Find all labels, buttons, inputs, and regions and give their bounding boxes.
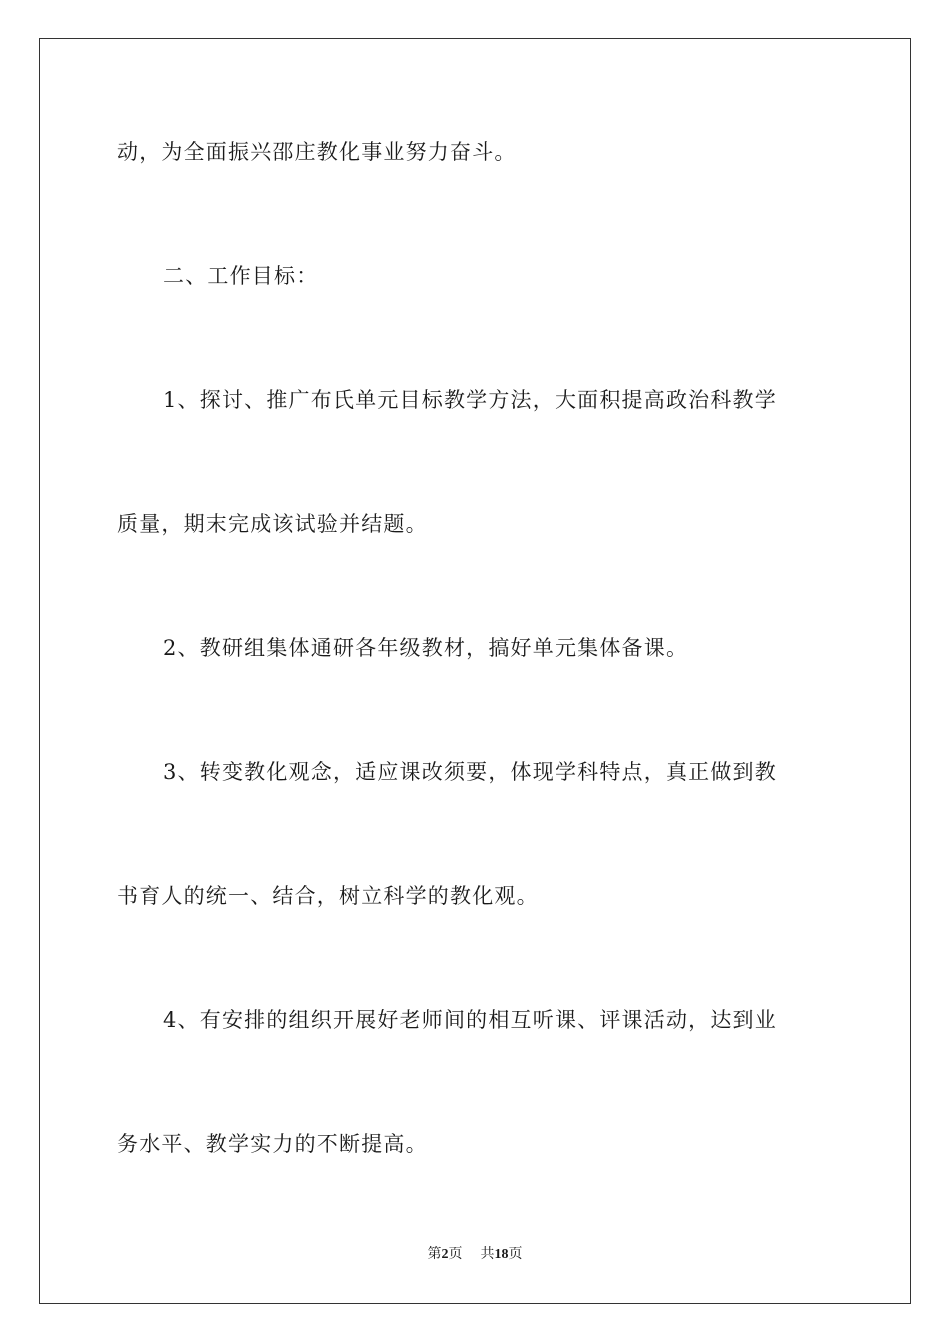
footer-page-suffix: 页: [448, 1247, 463, 1262]
footer-total-prefix: 共: [480, 1247, 495, 1262]
goal-3-line-1: 3、转变教化观念，适应课改须要，体现学科特点，真正做到教: [163, 760, 777, 784]
page-border: [39, 38, 911, 1304]
goal-1-line-1: 1、探讨、推广布氏单元目标教学方法，大面积提高政治科教学: [163, 388, 777, 412]
goal-1-line-2: 质量，期末完成该试验并结题。: [117, 512, 428, 536]
footer-page-number: 2: [441, 1247, 449, 1262]
paragraph-line-1: 动，为全面振兴邵庄教化事业努力奋斗。: [117, 140, 517, 164]
page-footer: [0, 1245, 950, 1265]
section-heading-work-goals: 二、工作目标：: [163, 264, 319, 288]
goal-2-line-1: 2、教研组集体通研各年级教材，搞好单元集体备课。: [163, 636, 689, 660]
goal-3-line-2: 书育人的统一、结合，树立科学的教化观。: [117, 884, 539, 908]
goal-4-line-1: 4、有安排的组织开展好老师间的相互听课、评课活动，达到业: [163, 1008, 777, 1032]
footer-total-pages: 18: [494, 1247, 509, 1262]
goal-4-line-2: 务水平、教学实力的不断提高。: [117, 1132, 428, 1156]
footer-page-prefix: 第: [427, 1247, 442, 1262]
footer-total-suffix: 页: [508, 1247, 523, 1262]
